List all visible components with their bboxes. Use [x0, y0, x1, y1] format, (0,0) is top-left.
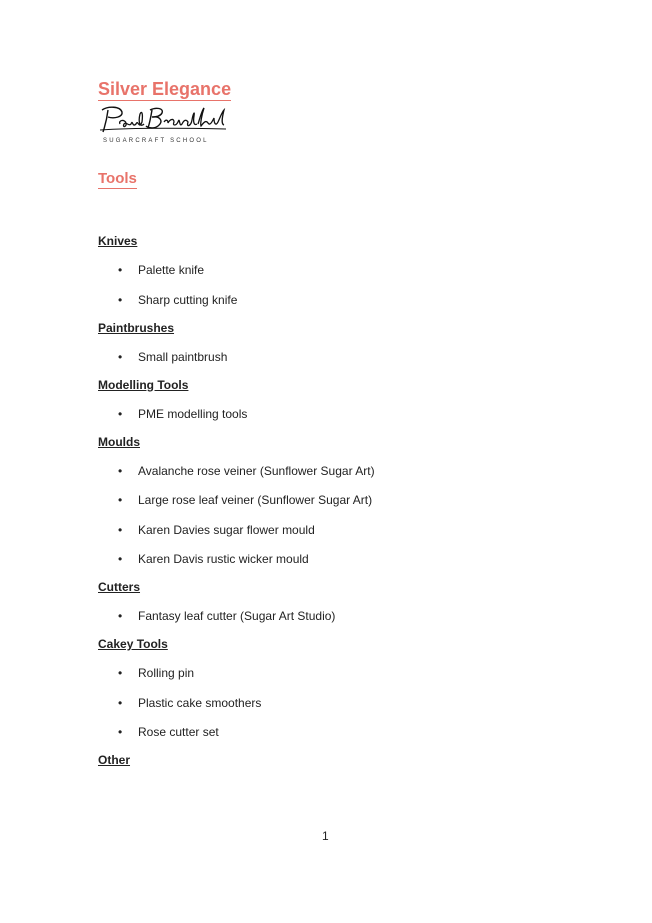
bullet-icon: • [118, 522, 123, 537]
list-item-label: Small paintbrush [138, 349, 228, 364]
list-item-label: Karen Davies sugar flower mould [138, 522, 315, 537]
list-item-label: Rolling pin [138, 666, 195, 680]
list-item-label: Large rose leaf veiner (Sunflower Sugar Art) [138, 493, 373, 507]
list-item [98, 522, 558, 538]
category-items [98, 608, 558, 624]
list-item [98, 492, 558, 508]
list-item-label: Fantasy leaf cutter (Sugar Art Studio) [138, 609, 336, 623]
category-items [98, 262, 558, 308]
tool-category [98, 636, 558, 740]
tool-category [98, 434, 558, 568]
list-item [98, 262, 558, 278]
category-heading: Paintbrushes [98, 320, 175, 335]
tool-category [98, 320, 558, 365]
bullet-icon: • [118, 609, 123, 623]
school-logo [98, 104, 233, 150]
category-items [98, 349, 558, 365]
list-item-label: Avalanche rose veiner (Sunflower Sugar Art) [138, 463, 375, 478]
category-heading: Cutters [98, 580, 141, 594]
page-number: 1 [322, 829, 329, 843]
bullet-icon: • [118, 493, 123, 507]
tool-category [98, 579, 558, 624]
list-item [98, 551, 558, 567]
bullet-icon: • [118, 349, 123, 364]
list-item [98, 463, 558, 479]
list-item [98, 292, 558, 308]
category-items [98, 665, 558, 740]
bullet-icon: • [118, 292, 123, 307]
list-item [98, 608, 558, 624]
logo-subtitle: SUGARCRAFT SCHOOL [103, 138, 209, 144]
bullet-icon: • [118, 552, 123, 566]
bullet-icon: • [118, 263, 123, 277]
bullet-icon: • [118, 695, 123, 710]
list-item-label: Karen Davis rustic wicker mould [138, 552, 309, 566]
section-title: Tools [98, 170, 137, 187]
category-heading: Other [98, 753, 131, 767]
category-items [98, 463, 558, 568]
document-title: Silver Elegance [98, 79, 232, 99]
bullet-icon: • [118, 463, 123, 478]
tool-category [98, 377, 558, 422]
list-item [98, 406, 558, 422]
list-item-label: Sharp cutting knife [138, 292, 238, 307]
category-items [98, 406, 558, 422]
list-item [98, 695, 558, 711]
list-item [98, 665, 558, 681]
tool-category [98, 233, 558, 308]
list-item-label: Palette knife [138, 263, 205, 277]
list-item-label: Plastic cake smoothers [138, 695, 262, 710]
category-heading: Knives [98, 234, 138, 248]
category-heading: Moulds [98, 434, 140, 449]
category-heading: Cakey Tools [98, 637, 168, 651]
bullet-icon: • [118, 666, 123, 680]
tool-category [98, 752, 558, 768]
tools-list [98, 233, 558, 768]
list-item [98, 349, 558, 365]
category-heading: Modelling Tools [98, 377, 189, 392]
bullet-icon: • [118, 725, 123, 739]
list-item [98, 724, 558, 740]
list-item-label: PME modelling tools [138, 406, 248, 421]
signature-icon [98, 104, 233, 138]
list-item-label: Rose cutter set [138, 725, 219, 739]
bullet-icon: • [118, 406, 123, 421]
